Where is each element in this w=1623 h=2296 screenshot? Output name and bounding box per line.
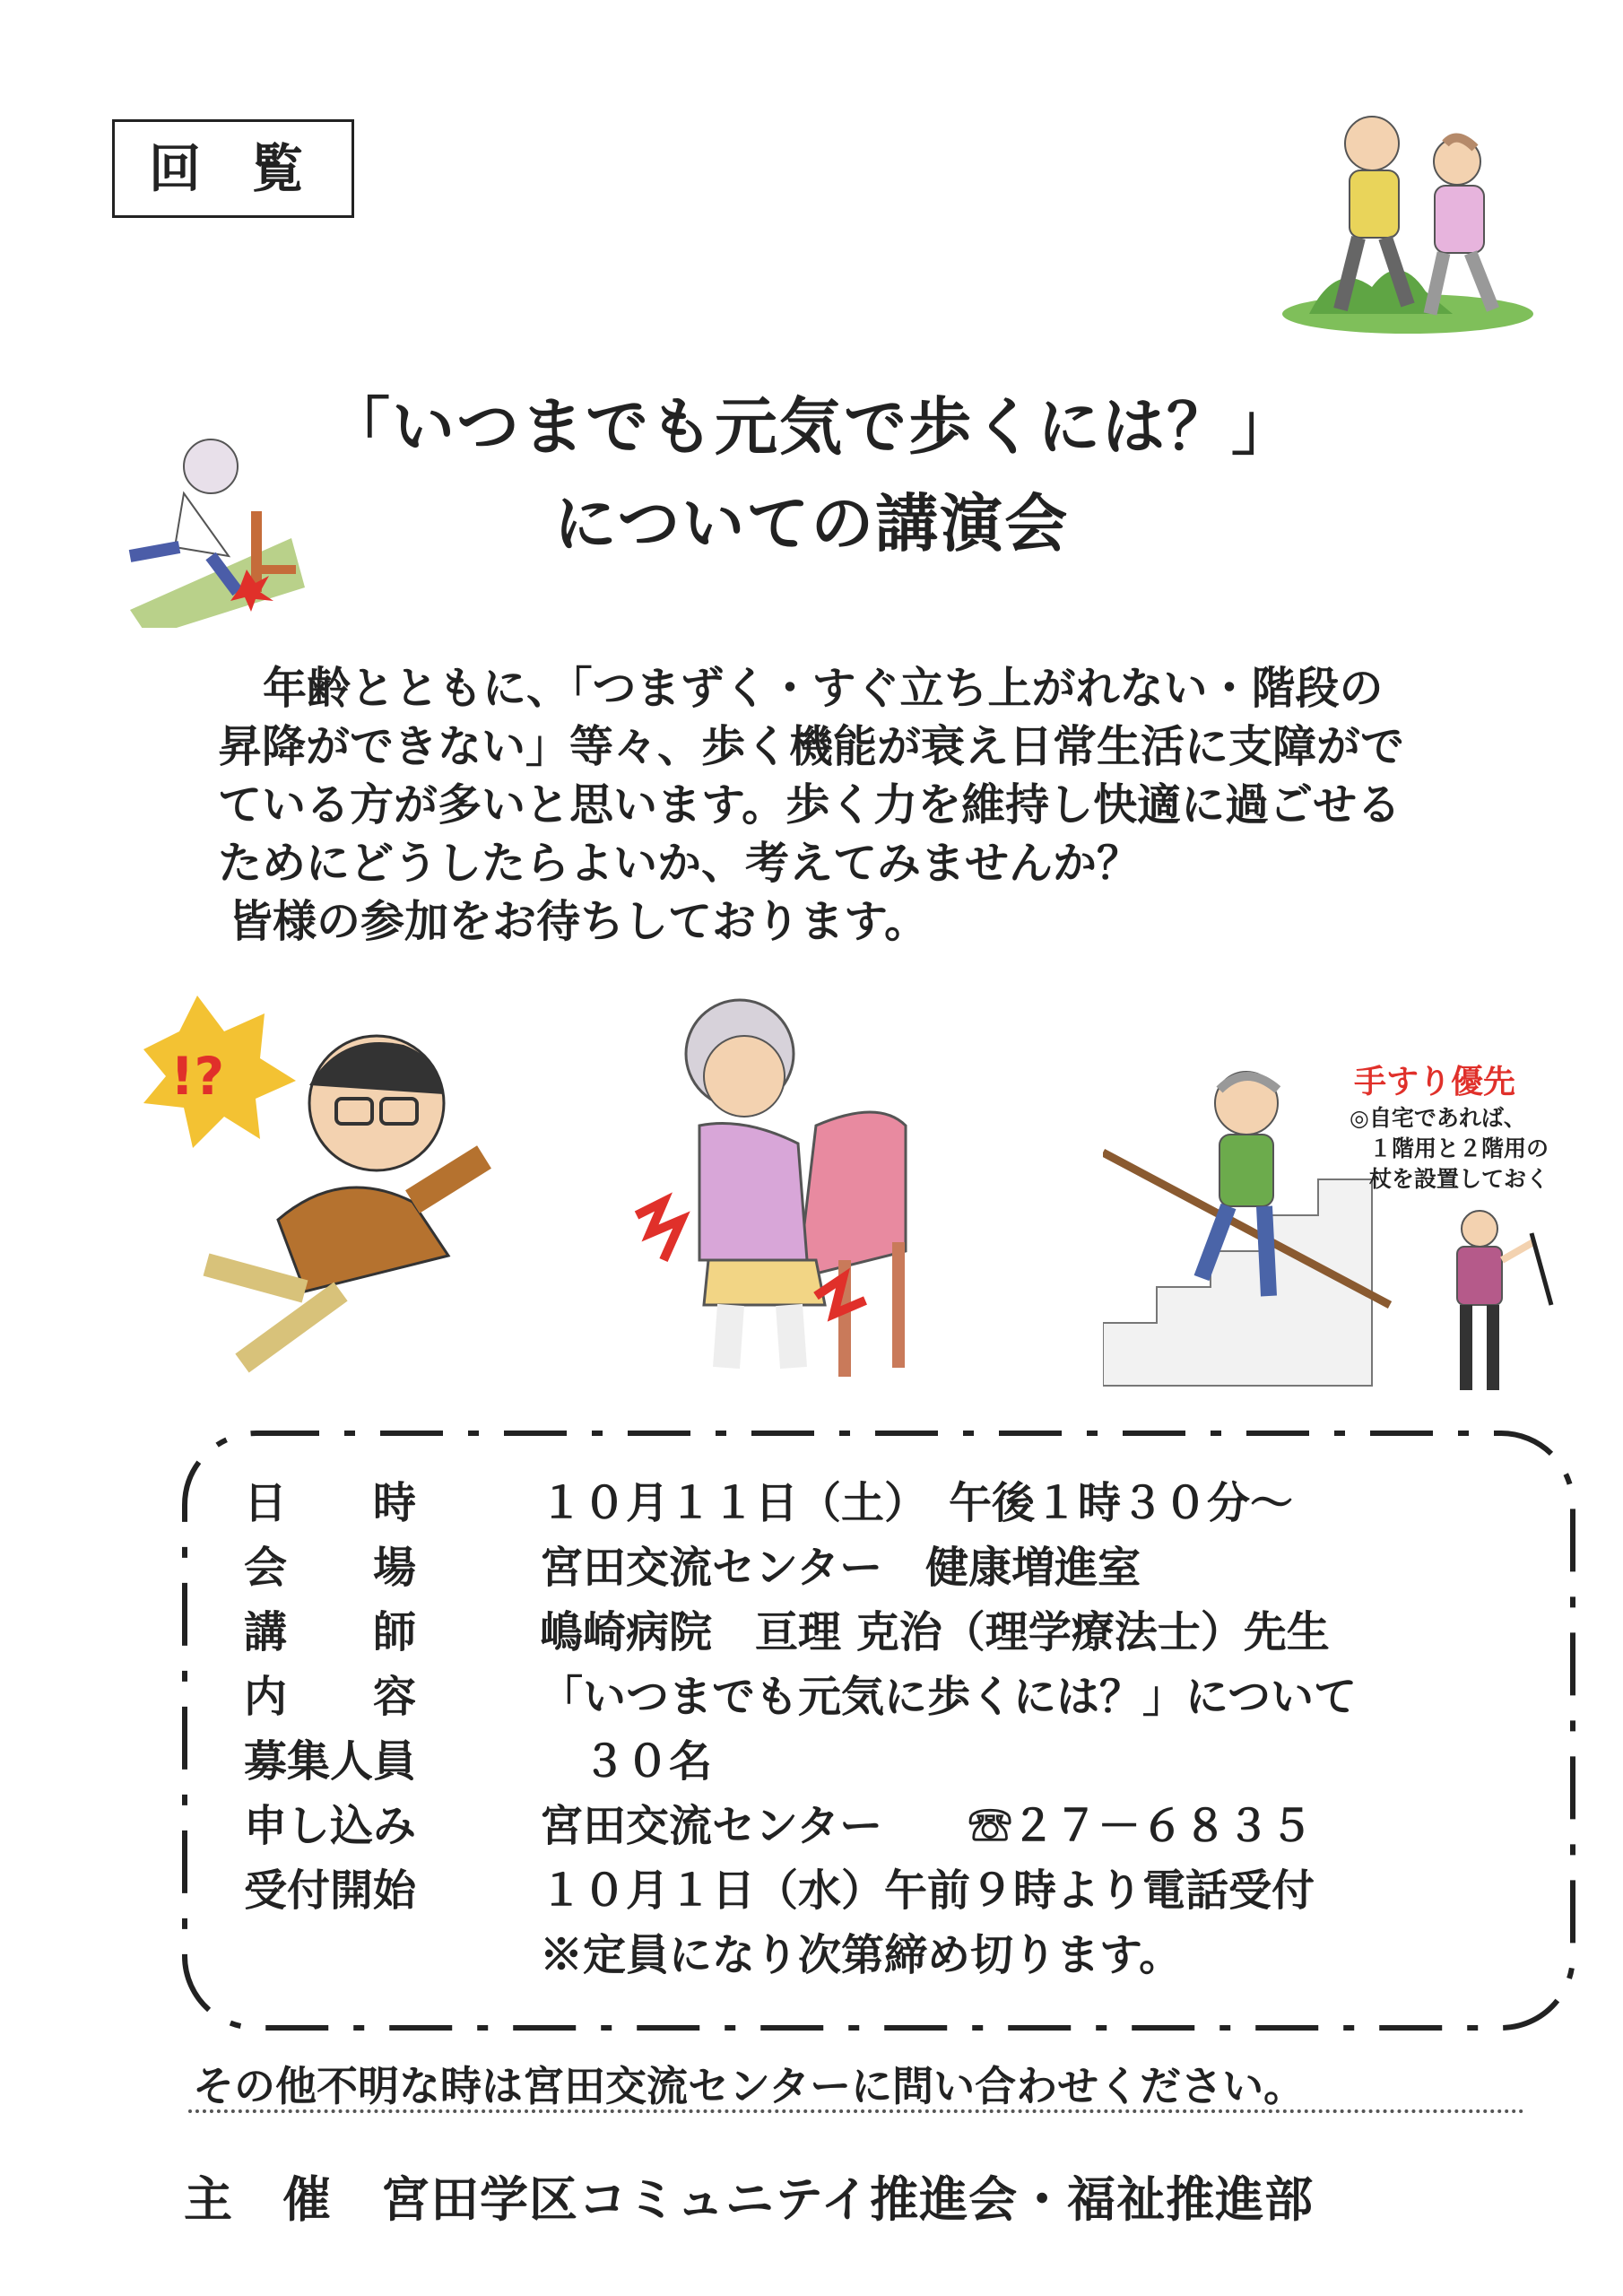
detail-value: 「いつまでも元気に歩くには？」について: [540, 1672, 1358, 1722]
detail-row: [244, 1471, 1294, 1535]
detail-value: 嶋崎病院 亘理 克治（理学療法士）先生: [540, 1607, 1330, 1657]
intro-paragraph: [218, 659, 1536, 951]
handrail-note-line: １階用と２階用の: [1369, 1135, 1549, 1161]
detail-value: 宮田交流センター 健康増進室: [540, 1543, 1141, 1593]
detail-value: １０月１１日（土） 午後１時３０分～: [540, 1478, 1294, 1528]
detail-label: 会 場: [244, 1543, 417, 1593]
intro-line: ている方が多いと思います。歩く力を維持し快適に過ごせる: [218, 778, 1402, 831]
event-title: 「いつまでも元気で歩くには？」: [327, 389, 1296, 464]
detail-row: [244, 1923, 1183, 1987]
inquiry-note: その他不明な時は宮田交流センターに問い合わせください。: [193, 2062, 1306, 2110]
intro-line: 年齢とともに、「つまずく・すぐ立ち上がれない・階段の: [263, 662, 1384, 714]
intro-line: ためにどうしたらよいか、考えてみませんか？: [218, 837, 1141, 889]
intro-line: 昇降ができない」等々、歩く機能が衰え日常生活に支障がで: [218, 720, 1405, 772]
handrail-note-line: 杖を設置しておく: [1369, 1166, 1549, 1192]
detail-label: 日 時: [244, 1478, 417, 1528]
person-with-cane-illustration: [1426, 1206, 1569, 1404]
exclaim-text: !?: [170, 1046, 225, 1107]
detail-label: 募集人員: [244, 1736, 417, 1787]
detail-value: ３０名: [540, 1736, 713, 1787]
dotted-divider: [188, 2109, 1524, 2113]
event-subtitle: についての講演会: [553, 486, 1070, 561]
detail-label: 受付開始: [244, 1866, 417, 1916]
detail-label: 申し込み: [244, 1801, 417, 1851]
walking-couple-illustration: [1273, 99, 1542, 350]
stumbling-person-illustration: [76, 422, 327, 628]
detail-value: 宮田交流センター ☏２７－６８３５: [540, 1801, 1314, 1851]
detail-row: [244, 1794, 1314, 1858]
detail-value: １０月１日（水）午前９時より電話受付: [540, 1866, 1315, 1916]
handrail-note: [1350, 1103, 1549, 1195]
detail-value: ※定員になり次第締め切ります。: [540, 1930, 1183, 1980]
detail-row: [244, 1729, 713, 1794]
detail-row: [244, 1600, 1330, 1665]
handrail-note-line: ◎自宅であれば、: [1350, 1105, 1526, 1131]
handrail-priority-label: 手すり優先: [1354, 1064, 1516, 1100]
event-details: [244, 1471, 1358, 1987]
circulation-label: 回 覧: [112, 119, 354, 218]
detail-label: 内 容: [244, 1672, 417, 1722]
detail-row: [244, 1665, 1358, 1729]
sponsor-line: 主 催 宮田学区コミュニテイ推進会・福祉推進部: [184, 2170, 1315, 2228]
detail-row: [244, 1858, 1315, 1923]
falling-man-illustration: [108, 996, 502, 1390]
detail-label: 講 師: [244, 1607, 417, 1657]
knee-pain-woman-illustration: [610, 991, 933, 1386]
detail-row: [244, 1535, 1141, 1600]
intro-line: 皆様の参加をお待ちしております。: [229, 895, 929, 947]
